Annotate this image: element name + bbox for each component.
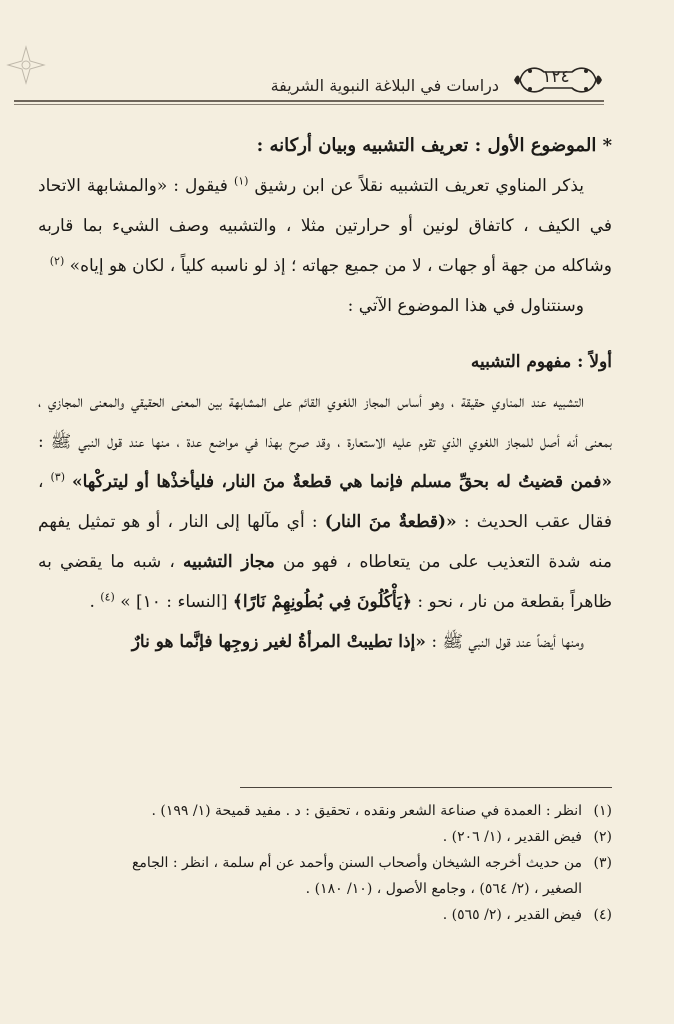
footnote-ref-4[interactable]: (٤): [100, 590, 115, 604]
footnote-number: (١): [593, 803, 612, 819]
body-paragraph: [38, 382, 612, 622]
transition-line: وسنتناول في هذا الموضوع الآتي :: [347, 296, 584, 316]
corner-ornament-icon: [6, 45, 46, 85]
footnote-text: فيض القدير ، (١/ ٢٠٦) .: [442, 829, 582, 845]
footnote-text: انظر : العمدة في صناعة الشعر ونقده ، تحقيق : د . مفيد قميحة (١/ ١٩٩) .: [151, 803, 582, 819]
hadith-quote-1: «فمن قضيتُ له بحقِّ مسلم فإنما هي قطعةٌ منَ النار، فليأخذْها أو ليتركْها»: [71, 472, 612, 492]
footnote-number: (٢): [593, 829, 612, 845]
page-number: ١٢٤: [542, 67, 570, 87]
footnote-ref-3[interactable]: (٣): [50, 470, 65, 484]
intro-text-2: فيقول : «والمشابهة الاتحاد في الكيف ، كاتفاق لونين أو حرارتين مثلا ، والتشبيه وصف الشيء بما قاربه وشاكله من جهة أو جهات ، لا من جميع جهاته ؛ إذ لو ناسبه كلياً ، لكان هو إياه»: [38, 176, 612, 276]
running-header: [14, 60, 614, 104]
footnote-separator: [240, 787, 612, 788]
footnote-2: [38, 824, 612, 850]
main-text: [38, 126, 612, 662]
bold-term: مجاز التشبيه: [183, 552, 275, 572]
body-text-6: .: [89, 592, 95, 612]
hadith-quote-3: «إذا تطيبتْ المرأةُ لغير زوجِها فإنَّما هو نارٌ: [131, 632, 426, 652]
hadith-quote-2: «(قطعةٌ منَ النار): [324, 512, 457, 532]
footnotes: [38, 798, 612, 928]
intro-paragraph: [38, 166, 612, 286]
body-text-1: التشبيه عند المناوي حقيقة ، وهو أساس المجاز اللغوي القائم على المشابهة بين المعنى الحقيقي والمعنى المجازي ، بمعنى أنه أصل للمجاز اللغوي الذي تقوم عليه الاستعارة ، وقد صرح بهذا في مواضع عدة ، منها عند قول النبي ﷺ :: [38, 392, 612, 452]
footnote-4: [38, 902, 612, 928]
header-rule-thin: [14, 104, 604, 105]
intro-text-1: يذكر المناوي تعريف التشبيه نقلاً عن ابن رشيق: [254, 176, 585, 196]
footnote-ref-2[interactable]: (٢): [49, 254, 65, 268]
subheading: أولاً : مفهوم التشبيه: [470, 352, 612, 372]
last-line: [38, 622, 612, 662]
footnote-number: (٤): [593, 907, 612, 923]
footnote-text: من حديث أخرجه الشيخان وأصحاب السنن وأحمد عن أم سلمة ، انظر : الجامع: [131, 855, 582, 871]
body-text-2: ، فقال عقب الحديث :: [38, 472, 613, 532]
body-text-4: ، شبه ما يقضي به ظاهراً بقطعة من نار ، نحو :: [38, 552, 612, 612]
footnote-1: [38, 798, 612, 824]
body-text-5: [النساء : ١٠] »: [120, 592, 228, 612]
running-title: دراسات في البلاغة النبوية الشريفة: [270, 76, 499, 95]
footnote-3: [38, 850, 612, 876]
footnote-3-continued: الصغير ، (٢/ ٥٦٤) ، وجامع الأصول ، (١٠/ ١٨٠) .: [305, 881, 582, 897]
header-rule: [14, 100, 604, 102]
section-heading: * الموضوع الأول : تعريف التشبيه وبيان أركانه :: [256, 135, 612, 156]
footnote-ref-1[interactable]: (١): [233, 174, 249, 188]
footnote-number: (٣): [593, 855, 612, 871]
body-text-3: : أي مآلها إلى النار ، أو هو تمثيل يفهم منه شدة التعذيب على من يتعاطاه ، فهو من: [38, 512, 613, 572]
quran-verse: ﴿يَأْكُلُونَ فِي بُطُونِهِمْ نَارًا﴾: [232, 592, 412, 612]
footnote-text: فيض القدير ، (٢/ ٥٦٥) .: [442, 907, 582, 923]
last-line-text: ومنها أيضاً عند قول النبي ﷺ :: [431, 632, 584, 652]
